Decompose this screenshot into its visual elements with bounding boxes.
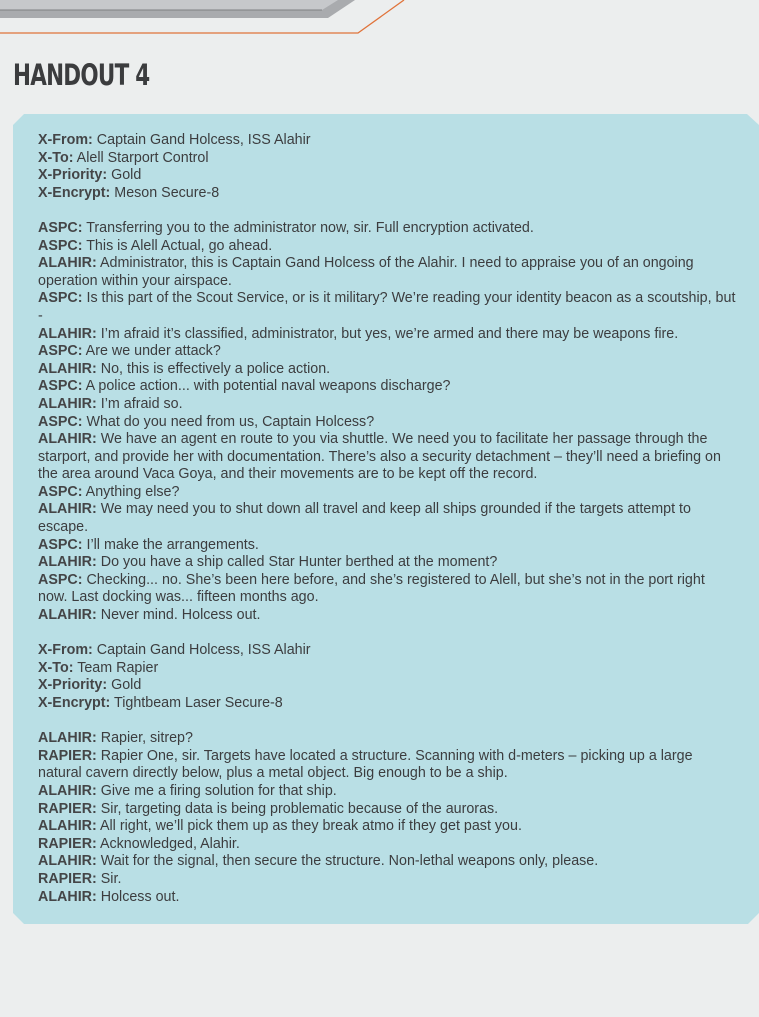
- dialogue-line-label: ASPC:: [38, 378, 83, 395]
- header-line: [38, 695, 738, 713]
- dialogue-line: [38, 572, 738, 607]
- dialogue-line: [38, 343, 738, 361]
- dialogue-line-text: Holcess out.: [100, 888, 180, 905]
- dialogue-line-text: Sir, targeting data is being problematic because of the auroras.: [100, 800, 499, 817]
- dialogue-line: [38, 730, 738, 748]
- dialogue-line-text: No, this is effectively a police action.: [100, 360, 331, 377]
- header-line: [38, 150, 738, 168]
- header-line-label: X-To:: [38, 149, 74, 166]
- dialogue-line-text: We have an agent en route to you via shuttle. We need you to facilitate her passage through the starport, and provide her with documentation. There’s also a security detachment – they’ll need a briefing on the area around Vaca Goya, and their movements are to be kept off the record.: [38, 431, 721, 483]
- dialogue-line: [38, 326, 738, 344]
- dialogue-line-text: I’m afraid it’s classified, administrator, but yes, we’re armed and there may be weapons fire.: [100, 325, 679, 342]
- header-line-label: X-Priority:: [38, 167, 108, 184]
- header-line: [38, 677, 738, 695]
- dialogue-line: [38, 889, 738, 907]
- dialogue-line-text: Anything else?: [85, 483, 180, 500]
- transcript: [38, 132, 738, 906]
- dialogue-line: [38, 871, 738, 889]
- header-line-text: Team Rapier: [77, 659, 159, 676]
- dialogue-line-label: ASPC:: [38, 536, 83, 553]
- dialogue-line-label: ALAHIR:: [38, 554, 97, 571]
- dialogue-line-text: Wait for the signal, then secure the structure. Non-lethal weapons only, please.: [100, 853, 599, 870]
- spacer: [38, 202, 738, 220]
- header-line-label: X-Priority:: [38, 677, 108, 694]
- dialogue-line-label: ASPC:: [38, 413, 83, 430]
- dialogue-line: [38, 414, 738, 432]
- dialogue-line: [38, 431, 738, 484]
- message-header-2: [38, 642, 738, 712]
- message-header-1: [38, 132, 738, 202]
- dialogue-line-label: ALAHIR:: [38, 782, 97, 799]
- dialogue-line: [38, 255, 738, 290]
- header-line-text: Gold: [111, 167, 142, 184]
- dialogue-line: [38, 378, 738, 396]
- dialogue-line: [38, 220, 738, 238]
- dialogue-line-text: Checking... no. She’s been here before, and she’s registered to Alell, but she’s not in the port right now. Last docking was... fifteen months ago.: [38, 571, 705, 606]
- dialogue-line-label: ASPC:: [38, 219, 83, 236]
- dialogue-line-label: ALAHIR:: [38, 325, 97, 342]
- dialogue-line-text: A police action... with potential naval weapons discharge?: [85, 378, 451, 395]
- dialogue-line-label: ALAHIR:: [38, 607, 97, 624]
- dialogue-2: [38, 730, 738, 906]
- dialogue-line-text: Rapier One, sir. Targets have located a structure. Scanning with d-meters – picking up a large natural cavern directly below, plus a metal object. Big enough to be a ship.: [38, 747, 693, 782]
- dialogue-line-text: We may need you to shut down all travel and keep all ships grounded if the targets attempt to escape.: [38, 501, 691, 536]
- dialogue-line-text: Do you have a ship called Star Hunter berthed at the moment?: [100, 554, 498, 571]
- dialogue-1: [38, 220, 738, 625]
- dialogue-line: [38, 537, 738, 555]
- dialogue-line-text: All right, we’ll pick them up as they break atmo if they get past you.: [99, 818, 522, 835]
- dialogue-line-label: ASPC:: [38, 237, 83, 254]
- dialogue-line-text: Are we under attack?: [85, 343, 221, 360]
- dialogue-line: [38, 801, 738, 819]
- dialogue-line-label: RAPIER:: [38, 870, 97, 887]
- dialogue-line: [38, 290, 738, 325]
- dialogue-line: [38, 853, 738, 871]
- dialogue-line-label: ALAHIR:: [38, 360, 97, 377]
- header-line-label: X-From:: [38, 132, 93, 148]
- dialogue-line: [38, 361, 738, 379]
- dialogue-line-text: Rapier, sitrep?: [100, 730, 193, 747]
- dialogue-line-label: ASPC:: [38, 290, 83, 307]
- top-bar: [0, 0, 338, 10]
- spacer: [38, 625, 738, 643]
- header-line-text: Captain Gand Holcess, ISS Alahir: [96, 642, 311, 659]
- dialogue-line: [38, 554, 738, 572]
- dialogue-line-label: ALAHIR:: [38, 730, 97, 747]
- header-line-text: Alell Starport Control: [76, 149, 209, 166]
- dialogue-line: [38, 607, 738, 625]
- dialogue-line-text: Acknowledged, Alahir.: [99, 835, 240, 852]
- header-line-text: Tightbeam Laser Secure-8: [114, 695, 283, 711]
- header-line-text: Meson Secure-8: [114, 184, 220, 201]
- header-line: [38, 642, 738, 660]
- dialogue-line-label: ALAHIR:: [38, 853, 97, 870]
- top-decoration: [0, 0, 759, 40]
- dialogue-line: [38, 836, 738, 854]
- header-line: [38, 167, 738, 185]
- dialogue-line-text: I’m afraid so.: [100, 395, 183, 412]
- dialogue-line: [38, 748, 738, 783]
- dialogue-line-label: ASPC:: [38, 571, 83, 588]
- dialogue-line: [38, 818, 738, 836]
- header-line-label: X-Encrypt:: [38, 184, 111, 201]
- dialogue-line-label: ALAHIR:: [38, 255, 97, 272]
- dialogue-line: [38, 501, 738, 536]
- dialogue-line-label: ALAHIR:: [38, 888, 97, 905]
- header-line: [38, 185, 738, 203]
- dialogue-line: [38, 396, 738, 414]
- header-line: [38, 660, 738, 678]
- spacer: [38, 713, 738, 731]
- page-title: HANDOUT 4: [13, 58, 150, 92]
- dialogue-line: [38, 484, 738, 502]
- header-line-label: X-Encrypt:: [38, 695, 111, 711]
- dialogue-line-label: RAPIER:: [38, 835, 97, 852]
- header-line-label: X-From:: [38, 642, 93, 659]
- dialogue-line-text: Is this part of the Scout Service, or is it military? We’re reading your identity beacon as a scoutship, but -: [38, 290, 736, 324]
- header-line-text: Captain Gand Holcess, ISS Alahir: [96, 132, 311, 148]
- dialogue-line-label: ALAHIR:: [38, 501, 97, 518]
- dialogue-line-text: Administrator, this is Captain Gand Holcess of the Alahir. I need to appraise you of an ongoing operation within your airspace.: [38, 255, 694, 289]
- dialogue-line-label: ASPC:: [38, 343, 83, 360]
- dialogue-line: [38, 238, 738, 256]
- dialogue-line-label: ALAHIR:: [38, 395, 97, 412]
- dialogue-line-label: RAPIER:: [38, 747, 97, 764]
- header-line: [38, 132, 738, 150]
- dialogue-line-label: RAPIER:: [38, 800, 97, 817]
- dialogue-line-label: ALAHIR:: [38, 818, 97, 835]
- dialogue-line-label: ASPC:: [38, 483, 83, 500]
- dialogue-line-text: What do you need from us, Captain Holcess?: [86, 413, 375, 430]
- dialogue-line-label: ALAHIR:: [38, 431, 97, 448]
- header-line-text: Gold: [111, 677, 142, 694]
- dialogue-line-text: Never mind. Holcess out.: [100, 607, 261, 624]
- dialogue-line: [38, 783, 738, 801]
- dialogue-line-text: Transferring you to the administrator now, sir. Full encryption activated.: [86, 219, 534, 236]
- dialogue-line-text: Sir.: [100, 870, 122, 887]
- dialogue-line-text: This is Alell Actual, go ahead.: [86, 237, 273, 254]
- dialogue-line-text: I’ll make the arrangements.: [86, 536, 259, 553]
- header-line-label: X-To:: [38, 659, 74, 676]
- dialogue-line-text: Give me a firing solution for that ship.: [100, 782, 337, 799]
